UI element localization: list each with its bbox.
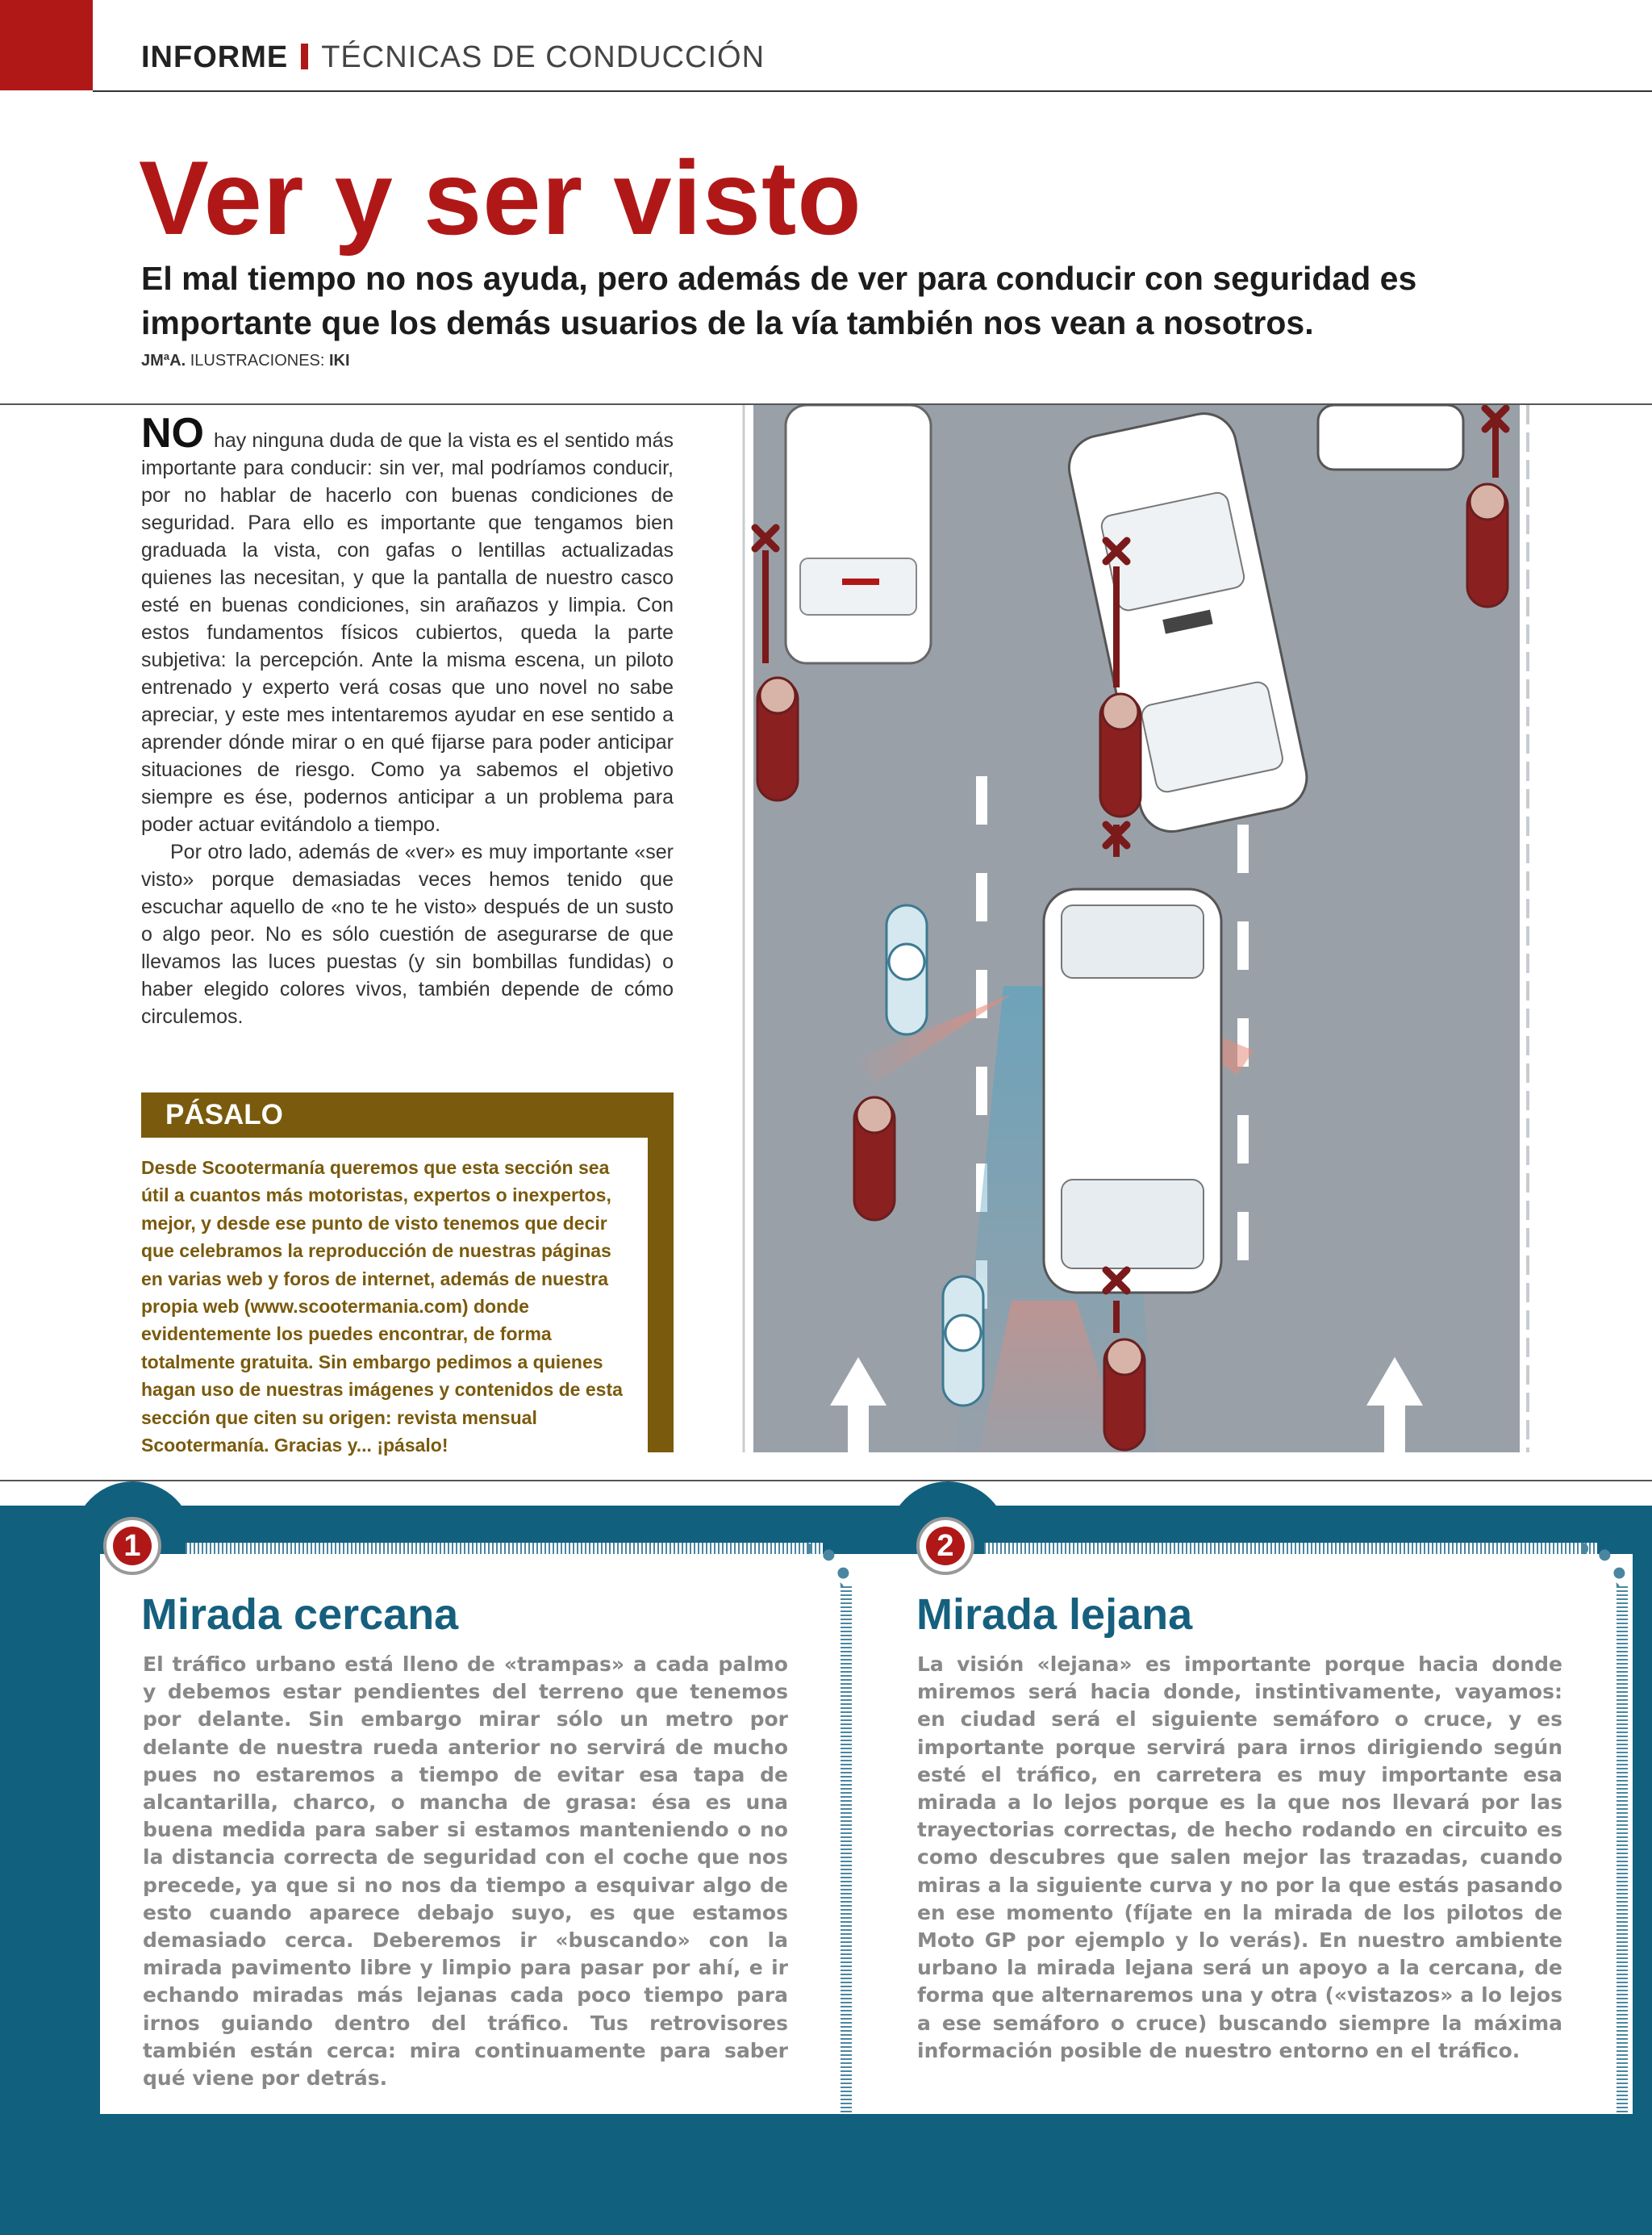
pasalo-text: Desde Scootermanía queremos que esta sección sea útil a cuantos más motoristas, expertos o inexpertos, mejor, y desde ese punto de visto tenemos que decir que celebramos la reproducción de nuestras páginas en varias web y foros de internet, además de nuestra propia web (www.scootermania.com) donde evidentemente los puedes encontrar, de forma totalmente gratuita. Sin embargo pedimos a quienes hagan uso de nuestras imágenes y contenidos de esta sección que citen su origen: revista mensual Scootermanía. Gracias y... ¡pásalo! <box>141 1157 623 1456</box>
sidewalk-right <box>1520 405 1552 1452</box>
oncoming-car <box>1318 405 1463 470</box>
section-name: INFORME <box>141 40 289 74</box>
motorcycle-rider-right <box>1467 484 1508 607</box>
section-separator <box>301 44 308 69</box>
motorcycle-rider-center <box>1100 694 1141 817</box>
panel-2-title: Mirada lejana <box>916 1590 1193 1639</box>
drop-cap: NO <box>141 410 204 457</box>
scooter-rider-white-bottom <box>943 1276 983 1406</box>
pasalo-title: PÁSALO <box>165 1099 283 1130</box>
panel-2-text: La visión «lejana» es importante porque hacia donde miremos será hacia donde, instintivamente, vayamos: en ciudad será el siguiente semáforo o cruce, y es importante porque servirá para irnos dirigiendo según esté el tráfico, en carretera es muy importante esa mirada a lo lejos porque es la que nos llevará por las trayectorias correctas, de hecho rodando en circuito es como descubres que salen mejor las trazadas, cuando miras a la siguiente curva y no por la que estás pasando en ese momento (fíjate en la mirada de los pilotos de Moto GP por ejemplo y lo verás). En nuestro ambiente urbano la mirada lejana será un apoyo a la cercana, de forma que alternaremos una y otra («vistazos» a lo lejos a ese semáforo o cruce) buscando siempre la máxima información posible de nuestro entorno en el tráfico. <box>917 1652 1562 2062</box>
article-title: Ver y ser visto <box>139 139 862 257</box>
byline-credit: ILUSTRACIONES: <box>186 352 329 370</box>
parked-van <box>786 405 931 663</box>
section-header <box>141 40 765 75</box>
scooter-rider-white <box>886 905 927 1034</box>
pasalo-side-bar <box>648 1138 674 1452</box>
paragraph-1: hay ninguna duda de que la vista es el sentido más importante para conducir: sin ver, mal podríamos conducir, por no hablar de hacerlo con buenas condiciones de seguridad. Para ello es importante que tengamos bien graduada la vista, con gafas o lentillas actualizadas quienes las necesitan, y que la pantalla de nuestro casco esté en buenas condiciones, sin arañazos y limpia. Con estos fundamentos físicos cubiertos, queda la parte subjetiva: la percepción. Ante la misma escena, un piloto entrenado y experto verá cosas que uno novel no sabe apreciar, y este mes intentaremos ayudar en ese sentido a aprender dónde mirar o en qué fijarse para poder anticipar situaciones de riesgo. Como ya sabemos el objetivo siempre es ése, podernos anticipar a un problema para poder actuar evitándolo a tiempo. <box>141 429 674 836</box>
panel-2-stripe-right <box>1617 1586 1628 2114</box>
byline <box>141 352 350 370</box>
body-paragraph <box>141 410 674 838</box>
header-rule <box>93 90 1652 92</box>
panel-1-text: El tráfico urbano está lleno de «trampas» a cada palmo y debemos estar pendientes del terreno que tenemos por delante. Sin embargo mirar sólo un metro por delante de nuestra rueda anterior no servirá de mucho pues no estaremos a tiempo de evitar esa tapa de alcantarilla, charco, o mancha de grasa: ésa es una buena medida para saber si estamos manteniendo o no la distancia correcta de seguridad con el coche que nos precede, ya que si no nos da tiempo a esquivar algo de esto cuando aparece debajo suyo, es que estamos demasiado cerca. Deberemos ir «buscando» con la mirada pavimento libre y limpio para pasar por ahí, e ir echando miradas más lejanas cada poco tiempo para irnos guiando dentro del tráfico. Tus retrovisores también están cerca: mira continuamente para saber qué viene por detrás. <box>143 1652 788 2091</box>
panel-2-stripe-top <box>984 1543 1597 1554</box>
panel-2-number: 2 <box>926 1527 965 1565</box>
road-traffic-illustration <box>737 405 1560 1452</box>
paragraph-2: Por otro lado, además de «ver» es muy importante «ser visto» porque demasiadas veces hemos tenido que escuchar aquello de «no te he visto» después de un susto o algo peor. No es sólo cuestión de asegurarse de que llevamos las luces puestas (y sin bombillas fundidas) o haber elegido colores vivos, también depende de cómo circulemos. <box>141 841 674 1028</box>
motorcycle-rider-mid-left <box>854 1097 895 1220</box>
panel-1-stripe-top <box>186 1543 823 1554</box>
panel-1-stripe-right <box>841 1586 852 2114</box>
panel-2-number-badge <box>916 1517 974 1575</box>
header-accent-block <box>0 0 93 90</box>
panel-1-title: Mirada cercana <box>141 1590 459 1639</box>
article-body <box>141 410 674 1030</box>
leading-car <box>1044 889 1221 1293</box>
byline-illustrator: IKI <box>329 352 350 370</box>
mid-divider <box>0 1480 1652 1481</box>
panel-1-number-badge <box>103 1517 161 1575</box>
motorcycle-rider-left <box>757 678 798 800</box>
article-subtitle: El mal tiempo no nos ayuda, pero además de ver para conducir con seguridad es importante que los demás usuarios de la vía también nos vean a nosotros. <box>141 260 1417 341</box>
subsection-name: TÉCNICAS DE CONDUCCIÓN <box>321 40 766 74</box>
panel-1-number: 1 <box>113 1527 152 1565</box>
motorcycle-rider-bottom <box>1104 1339 1145 1450</box>
byline-author: JMªA. <box>141 352 186 370</box>
